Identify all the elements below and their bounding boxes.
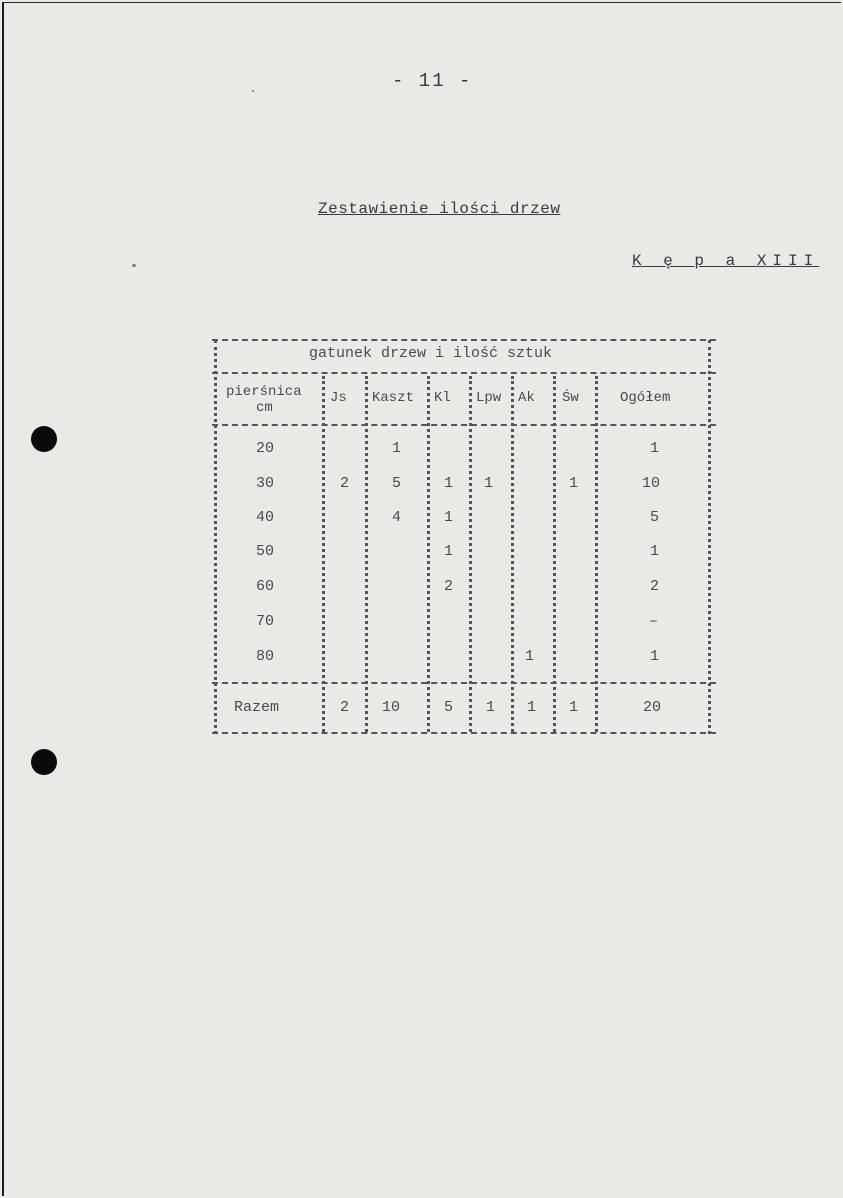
punch-hole [31, 749, 57, 775]
col-header-lpw: Lpw [476, 390, 502, 406]
table-rule [511, 376, 514, 732]
table-rule [212, 732, 716, 734]
cell-diameter: 50 [256, 543, 275, 560]
total-ak: 1 [527, 699, 537, 716]
total-sw: 1 [569, 699, 579, 716]
table-rule [553, 376, 556, 732]
totals-label: Razem [234, 699, 280, 716]
cell-diameter: 20 [256, 440, 275, 457]
col-header-diameter: pierśnica [226, 384, 302, 400]
table-rule [212, 424, 716, 426]
cell-lpw: 1 [484, 475, 494, 492]
total-kl: 5 [444, 699, 454, 716]
cell-kaszt: 5 [392, 475, 402, 492]
paper-speck [132, 264, 136, 267]
table-rule [427, 376, 430, 732]
cell-diameter: 30 [256, 475, 275, 492]
paper-speck [252, 90, 254, 92]
total-kaszt: 10 [382, 699, 401, 716]
document-subtitle: K ę p a XIII [632, 252, 820, 270]
cell-total: – [649, 613, 659, 630]
cell-diameter: 70 [256, 613, 275, 630]
col-header-total: Ogółem [620, 390, 671, 406]
cell-total: 1 [650, 648, 660, 665]
col-header-unit: cm [256, 400, 273, 416]
table-rule [214, 340, 217, 734]
cell-ak: 1 [525, 648, 535, 665]
col-header-sw: Św [562, 390, 579, 406]
cell-diameter: 60 [256, 578, 275, 595]
cell-kl: 1 [444, 543, 454, 560]
cell-total: 1 [650, 543, 660, 560]
tree-count-table [212, 336, 716, 736]
cell-sw: 1 [569, 475, 579, 492]
table-rule [708, 340, 711, 734]
cell-kl: 2 [444, 578, 454, 595]
cell-diameter: 40 [256, 509, 275, 526]
total-js: 2 [340, 699, 350, 716]
cell-kaszt: 4 [392, 509, 402, 526]
col-header-kl: Kl [434, 390, 451, 406]
col-header-ak: Ak [518, 390, 535, 406]
table-rule [322, 376, 325, 732]
total-lpw: 1 [486, 699, 496, 716]
table-rule [469, 376, 472, 732]
table-rule [595, 376, 598, 732]
cell-kl: 1 [444, 509, 454, 526]
grand-total: 20 [643, 699, 662, 716]
table-rule [212, 339, 716, 341]
punch-hole [31, 426, 57, 452]
cell-total: 1 [650, 440, 660, 457]
cell-kaszt: 1 [392, 440, 402, 457]
col-header-js: Js [330, 390, 347, 406]
col-header-kaszt: Kaszt [372, 390, 415, 406]
table-rule [212, 372, 716, 374]
cell-total: 2 [650, 578, 660, 595]
cell-total: 10 [642, 475, 661, 492]
group-header: gatunek drzew i ilość sztuk [309, 345, 553, 362]
table-rule [365, 376, 368, 732]
cell-kl: 1 [444, 475, 454, 492]
document-title: Zestawienie ilości drzew [318, 200, 561, 218]
cell-diameter: 80 [256, 648, 275, 665]
cell-total: 5 [650, 509, 660, 526]
cell-js: 2 [340, 475, 350, 492]
page-number: - 11 - [392, 70, 473, 92]
table-rule [212, 682, 716, 684]
